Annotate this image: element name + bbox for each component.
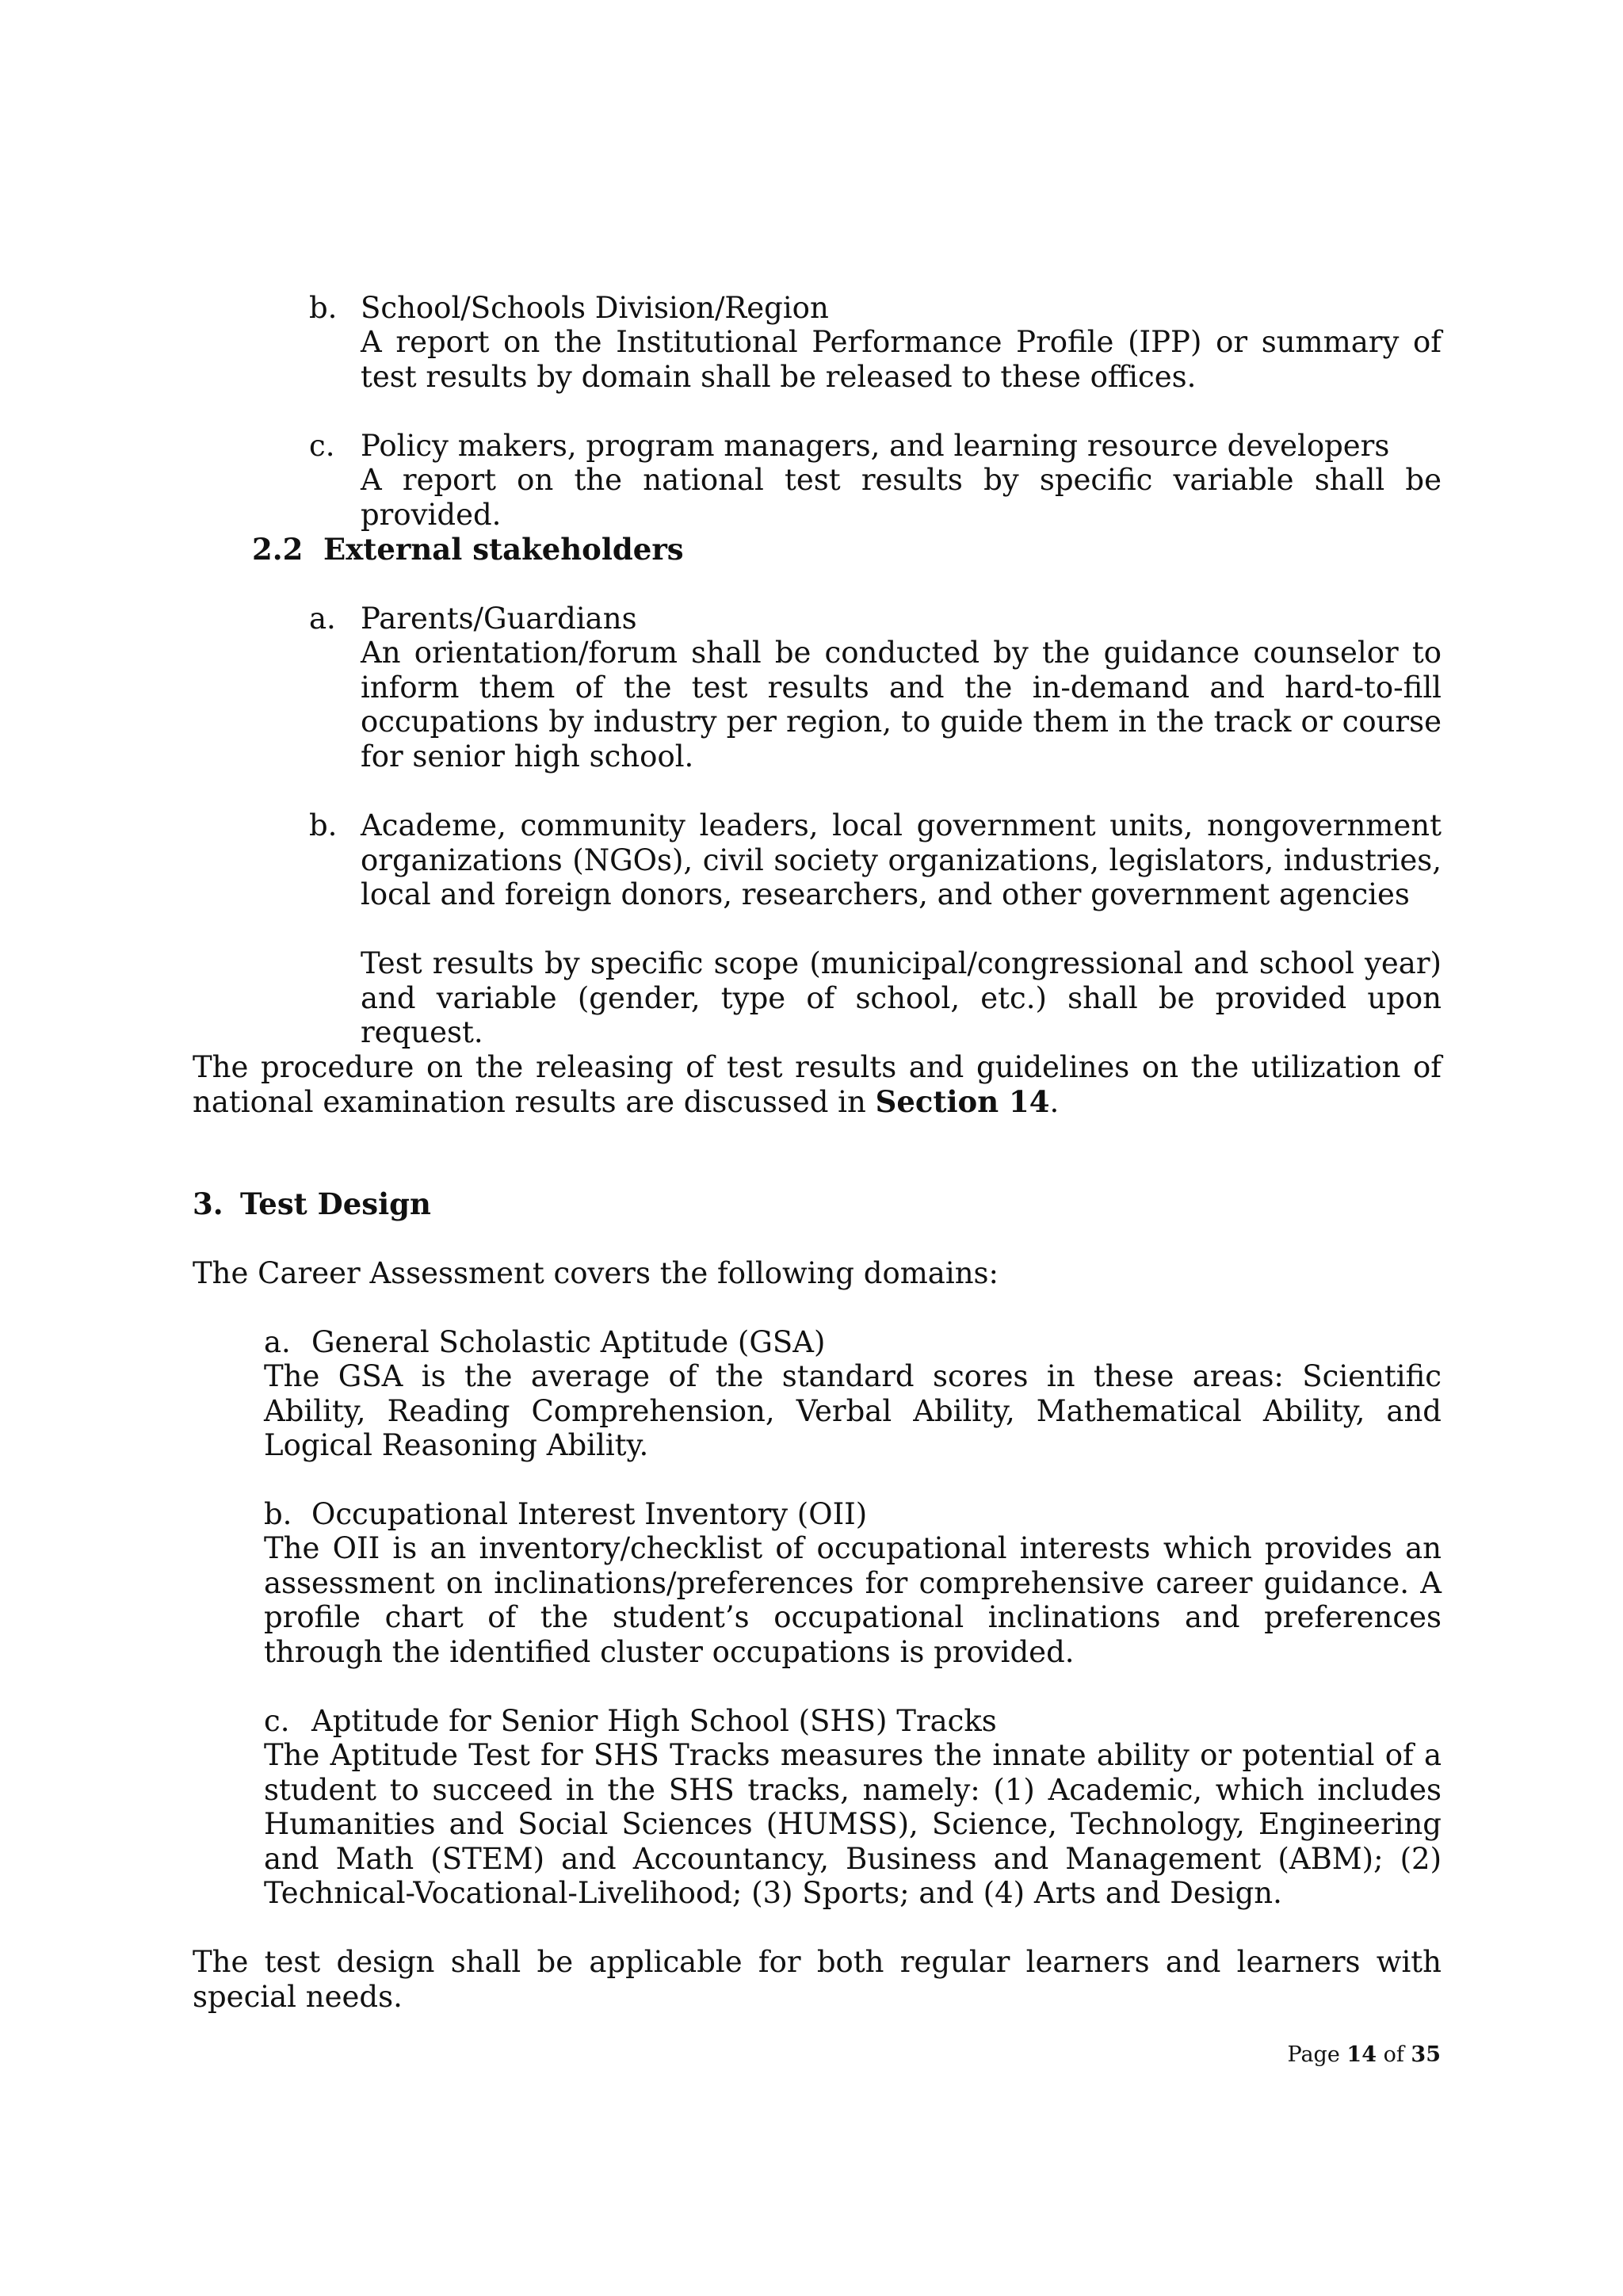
section-2-closing-paragraph — [193, 1050, 1442, 1119]
of-label: of — [1383, 2042, 1404, 2067]
page-footer — [1189, 2042, 1441, 2069]
section-intro: The Career Assessment covers the following domains: — [193, 1256, 999, 1290]
list-marker: c. — [264, 1704, 290, 1738]
list-marker: b. — [309, 291, 338, 325]
section-number: 3. — [193, 1186, 223, 1221]
list-item-title: Policy makers, program managers, and learning resource developers — [361, 429, 1390, 463]
section-3-closing-paragraph: The test design shall be applicable for both regular learners and learners with special needs. — [193, 1945, 1442, 2014]
list-item-title: Aptitude for Senior High School (SHS) Tracks — [311, 1704, 997, 1738]
list-item-body: The OII is an inventory/checklist of occupational interests which provides an assessment on inclinations/preferences for comprehensive career guidance. A profile chart of the student’s occupational inclinations and preferences through the identified cluster occupations is provided. — [264, 1531, 1442, 1669]
closing-period: . — [1049, 1084, 1060, 1119]
subsection-number: 2.2 — [252, 532, 304, 567]
list-item-body: A report on the national test results by specific variable shall be provided. — [361, 463, 1442, 532]
list-marker: a. — [264, 1325, 291, 1359]
list-marker: c. — [309, 429, 335, 463]
list-item-title: Academe, community leaders, local government units, nongovernment organizations (NGOs), civil society organizations, legislators, industries, local and foreign donors, researchers, and other government agencies — [361, 808, 1442, 911]
list-item-title: Occupational Interest Inventory (OII) — [311, 1497, 868, 1531]
list-marker: b. — [309, 808, 338, 842]
list-item-title: Parents/Guardians — [361, 602, 637, 636]
list-item-body: The GSA is the average of the standard scores in these areas: Scientific Ability, Reading Comprehension, Verbal Ability, Mathematical Ability, and Logical Reasoning Ability. — [264, 1359, 1442, 1462]
list-item-body: A report on the Institutional Performance Profile (IPP) or summary of test results by domain shall be released to these offices. — [361, 325, 1442, 394]
section-reference: Section 14 — [875, 1083, 1050, 1119]
list-marker: a. — [309, 602, 336, 636]
list-item-body: Test results by specific scope (municipal/congressional and school year) and variable (gender, type of school, etc.) shall be provided upon request. — [361, 946, 1442, 1049]
list-marker: b. — [264, 1497, 292, 1531]
subsection-title: External stakeholders — [323, 532, 684, 567]
total-pages: 35 — [1411, 2042, 1441, 2067]
page-label: Page — [1287, 2042, 1340, 2067]
list-item-title: School/Schools Division/Region — [361, 291, 829, 325]
closing-text: The procedure on the releasing of test results and guidelines on the utilization of national examination results are discussed in — [193, 1050, 1442, 1119]
list-item-body: An orientation/forum shall be conducted by the guidance counselor to inform them of the test results and the in-demand and hard-to-fill occupations by industry per region, to guide them in the track or course for senior high school. — [361, 636, 1442, 774]
list-item-body: The Aptitude Test for SHS Tracks measures the innate ability or potential of a student to succeed in the SHS tracks, namely: (1) Academic, which includes Humanities and Social Sciences (HUMSS), Science, Technology, Engineering and Math (STEM) and Accountancy, Business and Management (ABM); (2) Technical-Vocational-Livelihood; (3) Sports; and (4) Arts and Design. — [264, 1738, 1442, 1910]
page-number: 14 — [1346, 2042, 1377, 2067]
list-item-title: General Scholastic Aptitude (GSA) — [311, 1325, 826, 1359]
section-title: Test Design — [240, 1186, 431, 1221]
